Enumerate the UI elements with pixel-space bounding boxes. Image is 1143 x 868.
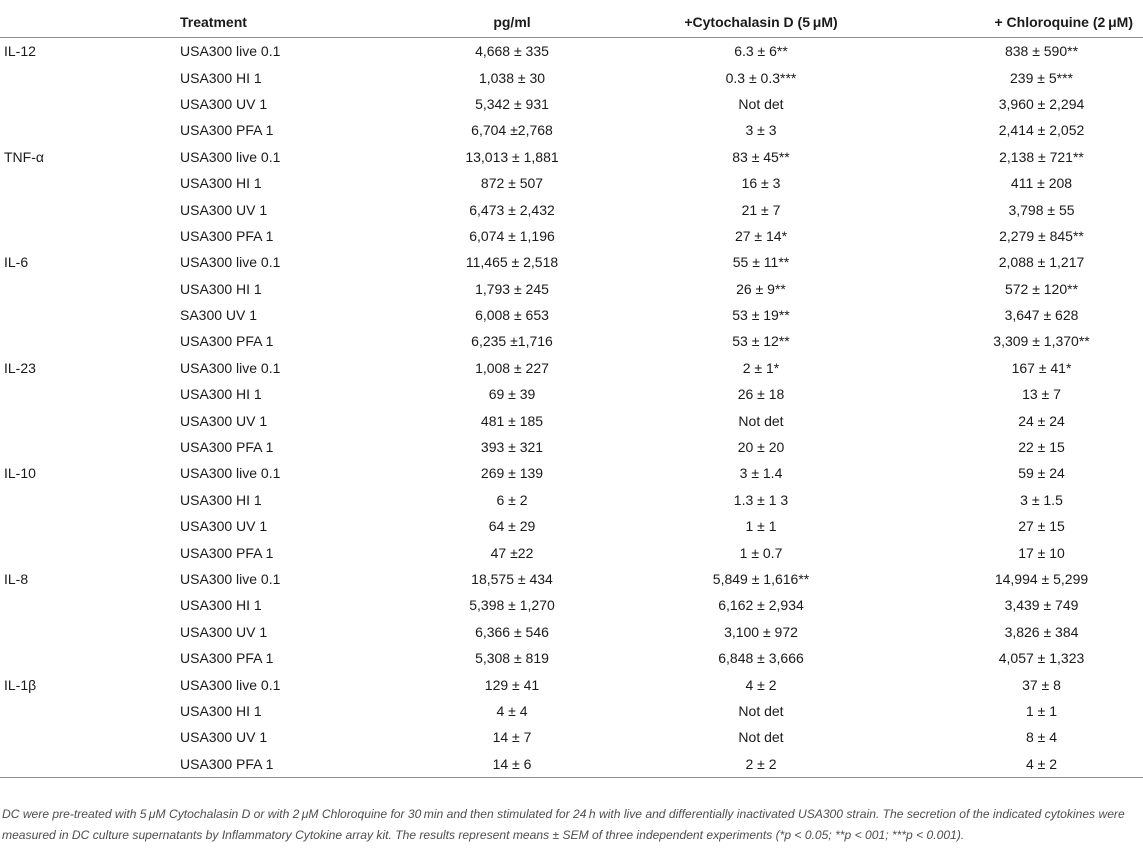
pgml-cell: 14 ± 6 bbox=[388, 751, 636, 778]
table-row bbox=[0, 223, 1143, 249]
cytokine-cell bbox=[0, 91, 174, 117]
treatment-cell: USA300 UV 1 bbox=[180, 518, 268, 535]
pgml-cell: 6,008 ± 653 bbox=[475, 307, 549, 324]
cytokine-cell bbox=[0, 592, 174, 618]
cytochalasin-cell: Not det bbox=[738, 729, 784, 746]
cytochalasin-cell: 1 ± 0.7 bbox=[739, 544, 783, 561]
cytochalasin-cell: 2 ± 1* bbox=[742, 359, 780, 376]
chloroquine-cell: 14,994 ± 5,299 bbox=[994, 571, 1089, 587]
pgml-cell: 6 ± 2 bbox=[496, 491, 528, 508]
cytokine-cell bbox=[0, 434, 174, 460]
cytochalasin-cell: 55 ± 11** bbox=[732, 254, 790, 271]
chloroquine-cell: 3,647 ± 628 bbox=[1004, 307, 1079, 324]
cytochalasin-cell: 6,848 ± 3,666 bbox=[718, 650, 804, 667]
table-row bbox=[0, 671, 1143, 697]
cytochalasin-cell: 16 ± 3 bbox=[741, 175, 781, 192]
table-row bbox=[0, 91, 1143, 117]
chloroquine-cell: 2,138 ± 721** bbox=[999, 148, 1084, 165]
treatment-cell: USA300 UV 1 bbox=[180, 729, 268, 746]
header-cytokine bbox=[0, 6, 174, 38]
table-row bbox=[0, 64, 1143, 90]
table-row bbox=[0, 513, 1143, 539]
chloroquine-cell: 3 ± 1.5 bbox=[1020, 491, 1063, 508]
cytochalasin-cell: 6,162 ± 2,934 bbox=[718, 597, 804, 614]
chloroquine-cell: 3,439 ± 749 bbox=[1004, 597, 1079, 614]
cytochalasin-cell: 20 ± 20 bbox=[737, 439, 785, 456]
cytokine-cell bbox=[0, 328, 174, 354]
pgml-cell: 4 ± 4 bbox=[496, 702, 528, 719]
table-row bbox=[0, 196, 1143, 222]
table-row bbox=[0, 328, 1143, 354]
chloroquine-cell: 2,279 ± 845** bbox=[999, 227, 1084, 244]
cytokine-cell bbox=[0, 724, 174, 750]
cytokine-cell: IL-12 bbox=[0, 38, 174, 65]
pgml-cell: 6,366 ± 546 bbox=[475, 623, 549, 640]
cytochalasin-cell: 83 ± 45** bbox=[732, 148, 790, 165]
table-row bbox=[0, 170, 1143, 196]
pgml-cell: 18,575 ± 434 bbox=[471, 571, 553, 587]
pgml-cell: 129 ± 41 bbox=[484, 676, 540, 693]
treatment-cell: USA300 live 0.1 bbox=[180, 148, 281, 165]
treatment-cell: USA300 HI 1 bbox=[180, 597, 262, 614]
treatment-cell: USA300 HI 1 bbox=[180, 175, 262, 192]
table-row bbox=[0, 38, 1143, 65]
header-cytochalasin: +Cytochalasin D (5 μM) bbox=[636, 6, 886, 38]
cytokine-cell bbox=[0, 223, 174, 249]
chloroquine-cell: 4 ± 2 bbox=[886, 751, 1143, 778]
treatment-cell: USA300 PFA 1 bbox=[180, 333, 274, 350]
table-row bbox=[0, 460, 1143, 486]
cytochalasin-cell: 1 ± 1 bbox=[745, 518, 777, 535]
cytochalasin-cell: 21 ± 7 bbox=[741, 201, 781, 218]
pgml-cell: 269 ± 139 bbox=[480, 465, 544, 482]
chloroquine-cell: 838 ± 590** bbox=[886, 38, 1143, 65]
cytokine-cell bbox=[0, 381, 174, 407]
cytokine-cell bbox=[0, 645, 174, 671]
treatment-cell: USA300 live 0.1 bbox=[180, 465, 281, 482]
chloroquine-cell: 3,826 ± 384 bbox=[1004, 623, 1079, 640]
cytochalasin-cell: 3 ± 1.4 bbox=[739, 465, 783, 482]
chloroquine-cell: 167 ± 41* bbox=[1011, 359, 1072, 376]
treatment-cell: USA300 live 0.1 bbox=[174, 38, 388, 65]
pgml-cell: 6,235 ±1,716 bbox=[471, 333, 553, 350]
table-header bbox=[0, 6, 1143, 38]
cytokine-cell bbox=[0, 698, 174, 724]
treatment-cell: USA300 PFA 1 bbox=[174, 751, 388, 778]
pgml-cell: 481 ± 185 bbox=[480, 412, 544, 429]
cytokine-cell bbox=[0, 751, 174, 778]
treatment-cell: USA300 live 0.1 bbox=[180, 359, 281, 376]
header-pgml: pg/ml bbox=[388, 6, 636, 38]
cytokine-cell: IL-8 bbox=[4, 571, 29, 587]
pgml-cell: 14 ± 7 bbox=[492, 729, 532, 746]
cytochalasin-cell: Not det bbox=[738, 702, 784, 719]
table-row bbox=[0, 487, 1143, 513]
pgml-cell: 393 ± 321 bbox=[480, 439, 544, 456]
cytochalasin-cell: Not det bbox=[738, 95, 784, 112]
header-row bbox=[0, 6, 1143, 38]
cytochalasin-cell: 6.3 ± 6** bbox=[636, 38, 886, 65]
cytokine-cell bbox=[0, 302, 174, 328]
pgml-cell: 5,308 ± 819 bbox=[475, 650, 549, 667]
pgml-cell: 6,704 ±2,768 bbox=[471, 122, 553, 139]
cytochalasin-cell: 5,849 ± 1,616** bbox=[712, 571, 810, 587]
chloroquine-cell: 59 ± 24 bbox=[1018, 465, 1065, 482]
table-row bbox=[0, 434, 1143, 460]
treatment-cell: USA300 PFA 1 bbox=[180, 650, 274, 667]
cytokine-cell: IL-23 bbox=[4, 359, 36, 376]
treatment-cell: USA300 UV 1 bbox=[180, 623, 268, 640]
table-row bbox=[0, 407, 1143, 433]
cytochalasin-cell: 27 ± 14* bbox=[734, 227, 788, 244]
table-row bbox=[0, 751, 1143, 778]
chloroquine-cell: 3,798 ± 55 bbox=[1008, 201, 1075, 218]
cytokine-cell: IL-10 bbox=[4, 465, 36, 482]
table-body bbox=[0, 38, 1143, 778]
cytokine-cell: IL-6 bbox=[4, 254, 29, 271]
table-row bbox=[0, 117, 1143, 143]
chloroquine-cell: 37 ± 8 bbox=[1022, 676, 1061, 693]
chloroquine-cell: 411 ± 208 bbox=[1010, 175, 1073, 192]
treatment-cell: USA300 HI 1 bbox=[180, 280, 262, 297]
table-row bbox=[0, 276, 1143, 302]
treatment-cell: USA300 HI 1 bbox=[180, 69, 262, 86]
treatment-cell: USA300 PFA 1 bbox=[180, 122, 274, 139]
table-row bbox=[0, 302, 1143, 328]
pgml-cell: 47 ±22 bbox=[490, 544, 534, 561]
table-row bbox=[0, 698, 1143, 724]
chloroquine-cell: 22 ± 15 bbox=[1018, 439, 1065, 456]
cytokine-cell bbox=[0, 619, 174, 645]
chloroquine-cell: 3,309 ± 1,370** bbox=[993, 333, 1090, 350]
cytokine-cell bbox=[0, 513, 174, 539]
table-row bbox=[0, 724, 1143, 750]
treatment-cell: USA300 PFA 1 bbox=[180, 439, 274, 456]
pgml-cell: 1,038 ± 30 bbox=[478, 69, 546, 86]
treatment-cell: USA300 PFA 1 bbox=[180, 227, 274, 244]
cytokine-cell bbox=[0, 276, 174, 302]
chloroquine-cell: 27 ± 15 bbox=[1018, 518, 1065, 535]
cytochalasin-cell: 1.3 ± 1 3 bbox=[733, 491, 789, 508]
cytokine-cell bbox=[0, 196, 174, 222]
chloroquine-cell: 572 ± 120** bbox=[1004, 280, 1079, 297]
cytokine-cell: IL-1β bbox=[4, 676, 37, 693]
table-row bbox=[0, 566, 1143, 592]
cytochalasin-cell: 53 ± 12** bbox=[732, 333, 790, 350]
cytokine-cell bbox=[0, 539, 174, 565]
pgml-cell: 1,793 ± 245 bbox=[475, 280, 549, 297]
pgml-cell: 64 ± 29 bbox=[488, 518, 536, 535]
cytokine-cell bbox=[0, 170, 174, 196]
cytochalasin-cell: 26 ± 18 bbox=[737, 386, 785, 403]
pgml-cell: 13,013 ± 1,881 bbox=[465, 148, 559, 165]
header-treatment: Treatment bbox=[174, 6, 388, 38]
treatment-cell: USA300 UV 1 bbox=[180, 201, 268, 218]
treatment-cell: SA300 UV 1 bbox=[180, 307, 258, 324]
header-chloroquine: + Chloroquine (2 μM) bbox=[886, 6, 1143, 38]
table-row bbox=[0, 619, 1143, 645]
treatment-cell: USA300 live 0.1 bbox=[180, 254, 281, 271]
chloroquine-cell: 4,057 ± 1,323 bbox=[998, 650, 1085, 667]
treatment-cell: USA300 HI 1 bbox=[180, 491, 262, 508]
treatment-cell: USA300 PFA 1 bbox=[180, 544, 274, 561]
chloroquine-cell: 17 ± 10 bbox=[1018, 544, 1065, 561]
cytochalasin-cell: 4 ± 2 bbox=[745, 676, 777, 693]
cytokine-table bbox=[0, 6, 1143, 778]
cytochalasin-cell: 26 ± 9** bbox=[736, 280, 786, 297]
cytokine-cell bbox=[0, 64, 174, 90]
treatment-cell: USA300 HI 1 bbox=[180, 386, 262, 403]
cytochalasin-cell: 3 ± 3 bbox=[745, 122, 777, 139]
pgml-cell: 69 ± 39 bbox=[488, 386, 536, 403]
treatment-cell: USA300 live 0.1 bbox=[180, 571, 281, 587]
pgml-cell: 11,465 ± 2,518 bbox=[465, 254, 559, 271]
treatment-cell: USA300 UV 1 bbox=[180, 95, 268, 112]
pgml-cell: 1,008 ± 227 bbox=[475, 359, 549, 376]
pgml-cell: 5,342 ± 931 bbox=[475, 95, 549, 112]
chloroquine-cell: 2,088 ± 1,217 bbox=[998, 254, 1085, 271]
pgml-cell: 5,398 ± 1,270 bbox=[469, 597, 555, 614]
treatment-cell: USA300 live 0.1 bbox=[180, 676, 281, 693]
chloroquine-cell: 13 ± 7 bbox=[1022, 386, 1061, 403]
table-row bbox=[0, 381, 1143, 407]
chloroquine-cell: 24 ± 24 bbox=[1018, 412, 1065, 429]
table-row bbox=[0, 592, 1143, 618]
table-footnote: DC were pre-treated with 5 μM Cytochalasin D or with 2 μM Chloroquine for 30 min and then stimulated for 24 h with live and differentially inactivated USA300 strain. The secretion of the indicated cytokines were measured in DC culture supernatants by Inflammatory Cytokine array kit. The results represent means ± SEM of three independent experiments (*p < 0.05; **p < 001; ***p < 0.001). bbox=[2, 807, 1125, 842]
chloroquine-cell: 3,960 ± 2,294 bbox=[998, 95, 1085, 112]
pgml-cell: 4,668 ± 335 bbox=[388, 38, 636, 65]
chloroquine-cell: 239 ± 5*** bbox=[1010, 69, 1073, 86]
chloroquine-cell: 1 ± 1 bbox=[1025, 702, 1058, 719]
cytochalasin-cell: 2 ± 2 bbox=[636, 751, 886, 778]
cytokine-cell bbox=[0, 117, 174, 143]
table-row bbox=[0, 144, 1143, 170]
cytochalasin-cell: 53 ± 19** bbox=[732, 307, 790, 324]
treatment-cell: USA300 HI 1 bbox=[180, 702, 262, 719]
chloroquine-cell: 2,414 ± 2,052 bbox=[998, 122, 1085, 139]
table-row bbox=[0, 539, 1143, 565]
cytochalasin-cell: 3,100 ± 972 bbox=[724, 623, 798, 640]
treatment-cell: USA300 UV 1 bbox=[180, 412, 268, 429]
chloroquine-cell: 8 ± 4 bbox=[1025, 729, 1058, 746]
cytokine-cell bbox=[0, 407, 174, 433]
table-row bbox=[0, 355, 1143, 381]
cytokine-cell bbox=[0, 487, 174, 513]
pgml-cell: 872 ± 507 bbox=[480, 175, 544, 192]
cytochalasin-cell: Not det bbox=[738, 412, 784, 429]
pgml-cell: 6,074 ± 1,196 bbox=[469, 227, 555, 244]
cytochalasin-cell: 0.3 ± 0.3*** bbox=[725, 69, 797, 86]
cytokine-cell: TNF-α bbox=[4, 148, 44, 165]
table-row bbox=[0, 645, 1143, 671]
table-row bbox=[0, 249, 1143, 275]
pgml-cell: 6,473 ± 2,432 bbox=[469, 201, 555, 218]
